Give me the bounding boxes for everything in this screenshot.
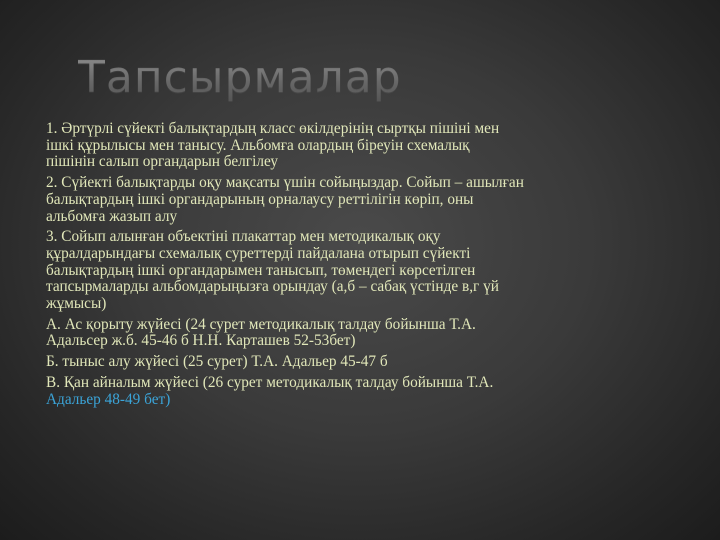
task-item-line: А. Ас қорыту жүйесі (24 сурет методикалық талдау бойынша Т.А.: [46, 315, 476, 333]
task-item-line: альбомға жазып алу: [46, 207, 178, 225]
task-item-line: балықтардың ішкі органдарымен танысып, төмендегі көрсетілген: [46, 261, 476, 279]
task-item-a: [46, 317, 684, 350]
task-item-line: Б. тыныс алу жүйесі (25 сурет) Т.А. Адальер 45-47 б: [46, 353, 388, 371]
task-item-line: жұмысы): [46, 295, 107, 313]
task-item-line: тапсырмаларды альбомдарыңызға орындау (а,б – сабақ үстінде в,г үй: [46, 278, 499, 296]
task-item-line: 3. Сойып алынған объектіні плакаттар мен методикалық оқу: [46, 228, 441, 246]
reference-link[interactable]: Адальер 48-49 бет): [46, 390, 171, 408]
task-item-b: [46, 354, 684, 371]
task-item-line: ішкі құрылысы мен танысу. Альбомға олардың біреуін схемалық: [46, 136, 470, 154]
task-item-1: [46, 121, 684, 171]
task-item-v: [46, 375, 684, 408]
task-item-line: В. Қан айналым жүйесі (26 сурет методикалық талдау бойынша Т.А.: [46, 373, 494, 391]
task-item-3: [46, 229, 684, 313]
task-item-line: пішінін салып органдарын белгілеу: [46, 153, 279, 171]
task-item-line: құралдарындағы схемалық суреттерді пайдалана отырып сүйекті: [46, 244, 471, 262]
task-list: [46, 121, 684, 412]
task-item-line: балықтардың ішкі органдарының орналаусу реттілігін көріп, оны: [46, 190, 474, 208]
task-item-line: 1. Әртүрлі сүйекті балықтардың класс өкілдерінің сыртқы пішіні мен: [46, 120, 500, 137]
slide-title: Тапсырмалар: [78, 52, 402, 103]
task-item-2: [46, 175, 684, 225]
task-item-line: 2. Сүйекті балықтарды оқу мақсаты үшін сойыңыздар. Сойып – ашылған: [46, 174, 524, 192]
task-item-line: Адальсер ж.б. 45-46 б Н.Н. Карташев 52-53бет): [46, 332, 356, 350]
